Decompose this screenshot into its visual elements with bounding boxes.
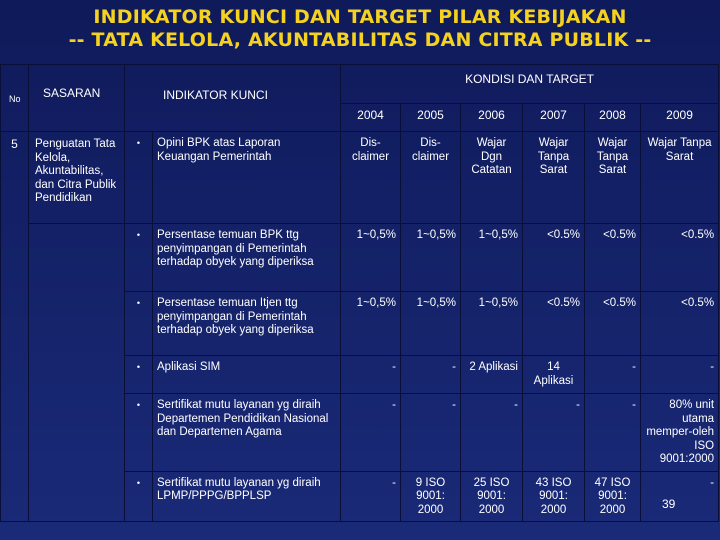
bullet-icon: • bbox=[125, 132, 153, 224]
value-cell: <0.5% bbox=[585, 224, 641, 292]
value-cell: Dis-claimer bbox=[401, 132, 461, 224]
title-line-2: -- TATA KELOLA, AKUNTABILITAS DAN CITRA PUBLIK -- bbox=[68, 29, 652, 51]
value-cell: Wajar Tanpa Sarat bbox=[523, 132, 585, 224]
page-number: 39 bbox=[662, 497, 676, 511]
value-cell: <0.5% bbox=[641, 292, 719, 356]
value-cell: - bbox=[341, 471, 401, 522]
header-year: 2005 bbox=[401, 104, 461, 132]
table-row bbox=[1, 224, 719, 292]
row-number: 5 bbox=[1, 132, 29, 522]
indicator-label: Persentase temuan Itjen ttg penyimpangan di Pemerintah terhadap obyek yang diperiksa bbox=[153, 292, 341, 356]
value-cell: 80% unit utama memper-oleh ISO 9001:2000 bbox=[641, 394, 719, 472]
indicator-label: Aplikasi SIM bbox=[153, 356, 341, 394]
sasaran-empty bbox=[29, 224, 125, 522]
value-cell: Dis-claimer bbox=[341, 132, 401, 224]
value-cell: <0.5% bbox=[641, 224, 719, 292]
bullet-icon: • bbox=[125, 224, 153, 292]
value-cell: <0.5% bbox=[585, 292, 641, 356]
value-cell: - bbox=[585, 394, 641, 472]
indicator-label: Sertifikat mutu layanan yg diraih Departemen Pendidikan Nasional dan Departemen Agama bbox=[153, 394, 341, 472]
value-cell: - bbox=[641, 356, 719, 394]
slide-title bbox=[0, 6, 720, 52]
value-cell: Wajar Tanpa Sarat bbox=[585, 132, 641, 224]
sasaran-cell: Penguatan Tata Kelola, Akuntabilitas, dan Citra Publik Pendidikan bbox=[29, 132, 125, 224]
value-cell: - bbox=[401, 356, 461, 394]
value-cell: - bbox=[401, 394, 461, 472]
bullet-icon: • bbox=[125, 356, 153, 394]
indicator-label: Opini BPK atas Laporan Keuangan Pemerintah bbox=[153, 132, 341, 224]
title-line-1: INDIKATOR KUNCI DAN TARGET PILAR KEBIJAKAN bbox=[93, 6, 627, 28]
value-cell: 43 ISO 9001: 2000 bbox=[523, 471, 585, 522]
value-cell: 14 Aplikasi bbox=[523, 356, 585, 394]
value-cell: 1~0,5% bbox=[461, 292, 523, 356]
header-kondisi: KONDISI DAN TARGET bbox=[341, 65, 719, 104]
value-cell: - bbox=[341, 356, 401, 394]
bullet-icon: • bbox=[125, 471, 153, 522]
header-sasaran: SASARAN bbox=[29, 65, 125, 132]
bullet-icon: • bbox=[125, 394, 153, 472]
value-cell: 1~0,5% bbox=[401, 292, 461, 356]
value-cell: - bbox=[641, 471, 719, 522]
header-indikator: INDIKATOR KUNCI bbox=[125, 65, 341, 132]
value-cell: <0.5% bbox=[523, 224, 585, 292]
header-year: 2006 bbox=[461, 104, 523, 132]
value-cell: 1~0,5% bbox=[461, 224, 523, 292]
value-cell: - bbox=[341, 394, 401, 472]
indicator-label: Sertifikat mutu layanan yg diraih LPMP/PPPG/BPPLSP bbox=[153, 471, 341, 522]
value-cell: <0.5% bbox=[523, 292, 585, 356]
value-cell: - bbox=[461, 394, 523, 472]
indicator-table bbox=[0, 64, 719, 522]
value-cell: 1~0,5% bbox=[341, 224, 401, 292]
value-cell: 2 Aplikasi bbox=[461, 356, 523, 394]
header-year: 2004 bbox=[341, 104, 401, 132]
header-year: 2007 bbox=[523, 104, 585, 132]
header-year: 2008 bbox=[585, 104, 641, 132]
bullet-icon: • bbox=[125, 292, 153, 356]
value-cell: 1~0,5% bbox=[341, 292, 401, 356]
value-cell: 9 ISO 9001: 2000 bbox=[401, 471, 461, 522]
indicator-label: Persentase temuan BPK ttg penyimpangan di Pemerintah terhadap obyek yang diperiksa bbox=[153, 224, 341, 292]
value-cell: 47 ISO 9001: 2000 bbox=[585, 471, 641, 522]
value-cell: Wajar Dgn Catatan bbox=[461, 132, 523, 224]
header-year: 2009 bbox=[641, 104, 719, 132]
value-cell: 25 ISO 9001: 2000 bbox=[461, 471, 523, 522]
header-no: No bbox=[1, 65, 29, 132]
table-row bbox=[1, 132, 719, 224]
value-cell: Wajar Tanpa Sarat bbox=[641, 132, 719, 224]
value-cell: 1~0,5% bbox=[401, 224, 461, 292]
value-cell: - bbox=[585, 356, 641, 394]
value-cell: - bbox=[523, 394, 585, 472]
